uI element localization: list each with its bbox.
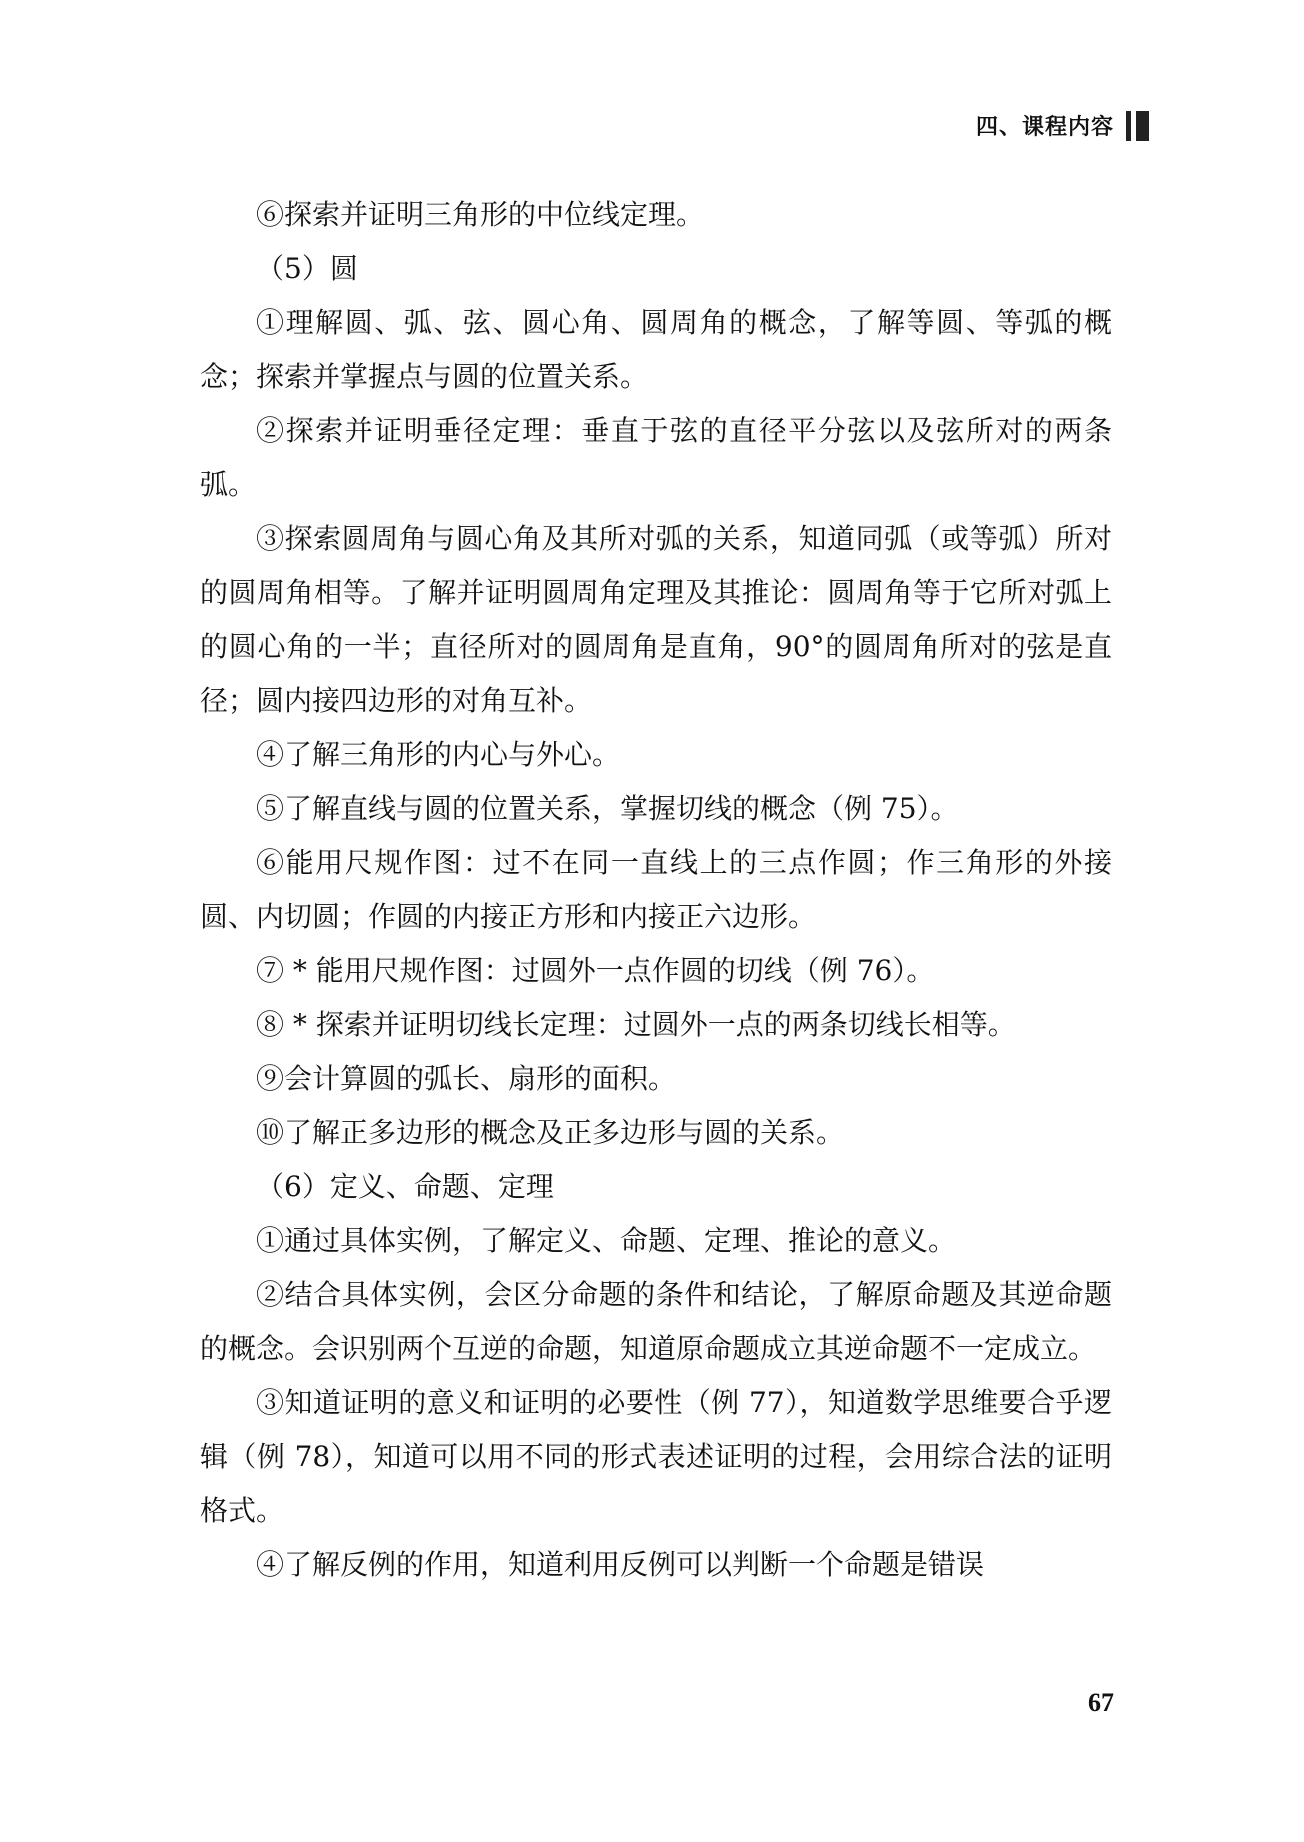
header-bar-thick bbox=[1136, 111, 1149, 141]
running-header bbox=[976, 110, 1149, 141]
section-heading: （5）圆 bbox=[256, 252, 358, 285]
paragraph: ⑥探索并证明三角形的中位线定理。 bbox=[256, 198, 705, 231]
paragraph: ⑨会计算圆的弧长、扇形的面积。 bbox=[256, 1062, 677, 1095]
paragraph: ⑤了解直线与圆的位置关系，掌握切线的概念（例 75）。 bbox=[256, 792, 959, 825]
paragraph: ⑦ * 能用尺规作图：过圆外一点作圆的切线（例 76）。 bbox=[256, 954, 935, 987]
paragraph: ③探索圆周角与圆心角及其所对弧的关系，知道同弧（或等弧）所对的圆周角相等。了解并证明圆周角定理及其推论：圆周角等于它所对弧上的圆心角的一半；直径所对的圆周角是直角，90°的圆周角所对的弦是直径；圆内接四边形的对角互补。 bbox=[200, 522, 1112, 717]
header-bar-thin bbox=[1126, 111, 1131, 141]
paragraph: ⑧ * 探索并证明切线长定理：过圆外一点的两条切线长相等。 bbox=[256, 1008, 1016, 1041]
paragraph: ⑥能用尺规作图：过不在同一直线上的三点作圆；作三角形的外接圆、内切圆；作圆的内接正方形和内接正六边形。 bbox=[200, 846, 1112, 933]
section-heading: （6）定义、命题、定理 bbox=[256, 1170, 554, 1203]
chapter-title: 四、课程内容 bbox=[975, 115, 1114, 140]
paragraph: ③知道证明的意义和证明的必要性（例 77），知道数学思维要合乎逻辑（例 78），知道可以用不同的形式表述证明的过程，会用综合法的证明格式。 bbox=[200, 1386, 1112, 1527]
page-body bbox=[200, 188, 1112, 1592]
page-number: 67 bbox=[1088, 1688, 1114, 1717]
paragraph: ④了解反例的作用，知道利用反例可以判断一个命题是错误 bbox=[256, 1548, 985, 1581]
paragraph: ②探索并证明垂径定理：垂直于弦的直径平分弦以及弦所对的两条弧。 bbox=[200, 414, 1112, 501]
paragraph: ②结合具体实例，会区分命题的条件和结论，了解原命题及其逆命题的概念。会识别两个互逆的命题，知道原命题成立其逆命题不一定成立。 bbox=[200, 1278, 1112, 1365]
paragraph: ④了解三角形的内心与外心。 bbox=[256, 738, 621, 771]
paragraph: ⑩了解正多边形的概念及正多边形与圆的关系。 bbox=[256, 1116, 845, 1149]
paragraph: ①通过具体实例，了解定义、命题、定理、推论的意义。 bbox=[256, 1224, 957, 1257]
header-bar-icon bbox=[1126, 111, 1149, 141]
paragraph: ①理解圆、弧、弦、圆心角、圆周角的概念，了解等圆、等弧的概念；探索并掌握点与圆的位置关系。 bbox=[200, 306, 1112, 393]
